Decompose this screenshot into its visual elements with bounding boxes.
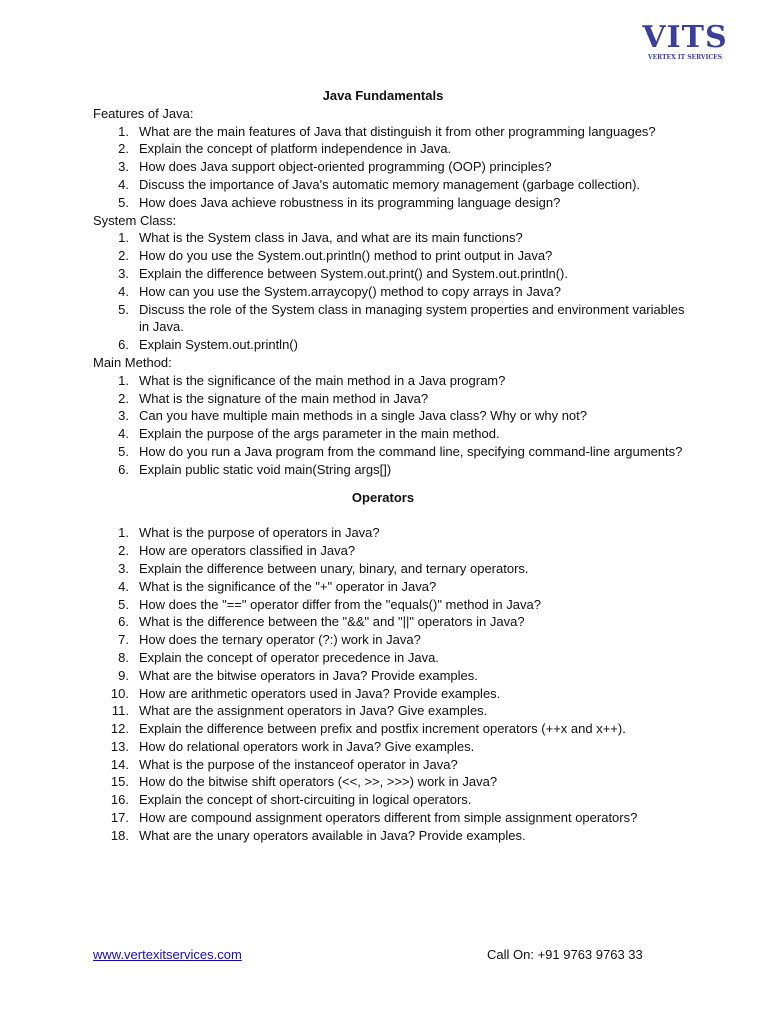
list-item-text: Explain public static void main(String args[]) — [139, 461, 392, 477]
list-item-number: 2. — [118, 248, 129, 264]
list-item-number: 6. — [118, 461, 129, 477]
list-item — [93, 809, 693, 827]
section-label: Main Method: — [93, 354, 172, 370]
list-item — [93, 613, 693, 631]
list-item-text: Explain the concept of platform independence in Java. — [139, 141, 452, 157]
spacer — [93, 506, 693, 524]
operators-list — [93, 524, 693, 844]
list-item-text: Explain the difference between unary, binary, and ternary operators. — [139, 560, 529, 576]
list-item-number: 14. — [110, 756, 129, 772]
list-item — [93, 738, 693, 756]
list-item-number: 11. — [111, 703, 129, 719]
list-item-text: What is the purpose of the instanceof operator in Java? — [139, 756, 458, 772]
list-item-text: Explain the purpose of the args parameter in the main method. — [139, 426, 500, 442]
list-item — [93, 229, 693, 247]
list-item-text: Explain System.out.println() — [139, 337, 298, 353]
sections-container — [93, 105, 693, 479]
list-item-text: How does Java support object-oriented programming (OOP) principles? — [139, 159, 552, 175]
list-item-number: 6. — [118, 337, 129, 353]
list-item — [93, 407, 693, 425]
list-item-text: How are arithmetic operators used in Java? Provide examples. — [139, 685, 501, 701]
phone-number: Call On: +91 9763 9763 33 — [487, 947, 643, 962]
list-item-number: 7. — [118, 632, 129, 648]
list-item-text: What are the unary operators available in Java? Provide examples. — [139, 827, 526, 843]
list-item-text: What is the significance of the main method in a Java program? — [139, 372, 506, 388]
list-item-number: 9. — [118, 667, 129, 683]
list-item-text: How does the ternary operator (?:) work in Java? — [139, 632, 421, 648]
list-item-number: 3. — [118, 560, 129, 576]
list-item-number: 6. — [118, 614, 129, 630]
list-item-number: 4. — [118, 283, 129, 299]
list-item-number: 15. — [110, 774, 129, 790]
list-item-text: How can you use the System.arraycopy() method to copy arrays in Java? — [139, 283, 561, 299]
list-item — [93, 123, 693, 141]
list-item-text: Explain the concept of operator precedence in Java. — [139, 649, 439, 665]
list-item-text: How do relational operators work in Java? Give examples. — [139, 738, 475, 754]
list-item-text: Explain the concept of short-circuiting in logical operators. — [139, 792, 472, 808]
list-item-number: 4. — [118, 426, 129, 442]
list-item-number: 17. — [110, 810, 129, 826]
section-list — [93, 123, 693, 212]
list-item-text: What is the difference between the "&&" and "||" operators in Java? — [139, 614, 525, 630]
list-item — [93, 791, 693, 809]
footer — [93, 947, 653, 962]
vits-logo — [640, 22, 730, 62]
list-item — [93, 542, 693, 560]
list-item-number: 10. — [110, 685, 129, 701]
list-item-text: How does Java achieve robustness in its programming language design? — [139, 194, 561, 210]
list-item-number: 18. — [110, 827, 129, 843]
list-item — [93, 372, 693, 390]
list-item — [93, 158, 693, 176]
section-list — [93, 372, 693, 479]
list-item-number: 5. — [118, 301, 129, 317]
list-item-number: 3. — [118, 265, 129, 281]
list-item-number: 2. — [118, 543, 129, 559]
document-title: Java Fundamentals — [322, 88, 444, 103]
list-item-text: Explain the difference between System.out.print() and System.out.println(). — [139, 265, 568, 281]
list-item-number: 12. — [110, 721, 129, 737]
list-item — [93, 578, 693, 596]
list-item-text: What is the signature of the main method in Java? — [139, 390, 429, 406]
list-item-text: How do you use the System.out.println() method to print output in Java? — [139, 248, 553, 264]
section-label: System Class: — [93, 212, 177, 228]
list-item — [93, 390, 693, 408]
list-item-text: What are the bitwise operators in Java? Provide examples. — [139, 667, 478, 683]
list-item-text: How does the "==" operator differ from the "equals()" method in Java? — [139, 596, 541, 612]
list-item — [93, 827, 693, 845]
list-item — [93, 461, 693, 479]
list-item — [93, 194, 693, 212]
list-item — [93, 631, 693, 649]
list-item — [93, 596, 693, 614]
list-item-text: What are the main features of Java that distinguish it from other programming languages? — [139, 123, 656, 139]
list-item-text: What are the assignment operators in Java? Give examples. — [139, 703, 488, 719]
list-item-text: Discuss the importance of Java's automatic memory management (garbage collection). — [139, 176, 641, 192]
list-item-number: 1. — [118, 123, 129, 139]
list-item — [93, 524, 693, 542]
operators-title: Operators — [351, 489, 415, 505]
list-item — [93, 140, 693, 158]
list-item — [93, 265, 693, 283]
list-item-text: How do you run a Java program from the command line, specifying command-line arguments? — [139, 443, 683, 459]
logo-main-text: VITS — [642, 20, 728, 55]
document-body — [93, 87, 693, 845]
section-list — [93, 229, 693, 354]
list-item-number: 4. — [118, 176, 129, 192]
list-item — [93, 720, 693, 738]
list-item — [93, 301, 693, 337]
list-item-text: How do the bitwise shift operators (<<, >>, >>>) work in Java? — [139, 774, 498, 790]
list-item-number: 1. — [118, 525, 129, 541]
website-link[interactable]: www.vertexitservices.com — [93, 947, 242, 962]
list-item — [93, 685, 693, 703]
list-item-text: What is the System class in Java, and what are its main functions? — [139, 230, 523, 246]
list-item-number: 8. — [118, 649, 129, 665]
list-item-text: Can you have multiple main methods in a single Java class? Why or why not? — [139, 408, 587, 424]
list-item — [93, 773, 693, 791]
list-item — [93, 176, 693, 194]
list-item — [93, 756, 693, 774]
list-item — [93, 425, 693, 443]
list-item-number: 3. — [118, 408, 129, 424]
list-item-number: 16. — [110, 792, 129, 808]
list-item-text: How are compound assignment operators different from simple assignment operators? — [139, 810, 638, 826]
list-item — [93, 649, 693, 667]
list-item-number: 3. — [118, 159, 129, 175]
list-item-text: Discuss the role of the System class in managing system properties and environment variables in Java. — [139, 301, 685, 335]
section-label: Features of Java: — [93, 105, 194, 121]
list-item-number: 5. — [118, 443, 129, 459]
list-item — [93, 702, 693, 720]
list-item-text: How are operators classified in Java? — [139, 543, 356, 559]
list-item-number: 2. — [118, 141, 129, 157]
logo-sub-text: VERTEX IT SERVICES — [647, 54, 723, 61]
list-item-text: What is the significance of the "+" operator in Java? — [139, 578, 437, 594]
list-item-number: 5. — [118, 596, 129, 612]
list-item-number: 2. — [118, 390, 129, 406]
list-item-text: Explain the difference between prefix and postfix increment operators (++x and x++). — [139, 721, 626, 737]
list-item — [93, 443, 693, 461]
list-item — [93, 336, 693, 354]
list-item-text: What is the purpose of operators in Java? — [139, 525, 380, 541]
list-item — [93, 667, 693, 685]
list-item — [93, 283, 693, 301]
list-item-number: 13. — [110, 738, 129, 754]
list-item — [93, 247, 693, 265]
list-item-number: 1. — [118, 230, 129, 246]
list-item — [93, 560, 693, 578]
list-item-number: 1. — [118, 372, 129, 388]
list-item-number: 4. — [118, 578, 129, 594]
list-item-number: 5. — [118, 194, 129, 210]
